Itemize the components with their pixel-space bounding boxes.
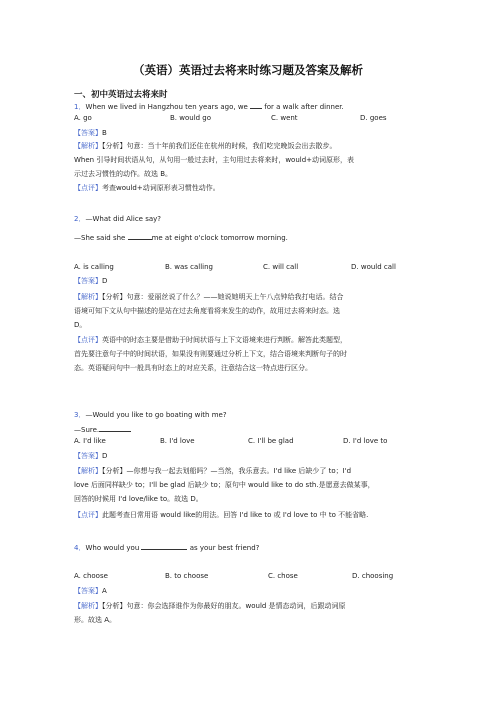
- section-heading: 一、初中英语过去将来时: [74, 90, 168, 100]
- q3-stem-line2: —Sure.: [74, 424, 434, 435]
- q1-option-c: C. went: [271, 114, 298, 122]
- q2-option-b: B. was calling: [165, 263, 213, 271]
- q3-answer: 【答案】D: [74, 452, 108, 460]
- q3-comment: 【点评】此题考查日常用语 would like的用法。回答 I'd like to 或 I'd love to 中 to 不能省略.: [74, 511, 369, 519]
- q4-blank: [141, 542, 187, 550]
- q2-stem: 2．—What did Alice say?: [74, 215, 161, 223]
- q2-comment-line2: 首先要注意句子中的时间状语，如果没有则要通过分析上下文，结合语境来判断句子的时: [74, 350, 347, 358]
- q3-option-b: B. I'd love: [160, 437, 195, 445]
- q3-analysis-line2: love 后面同样缺少 to；I'll be glad 后缺少 to；原句中 would like to do sth.是愿意去做某事，: [74, 481, 375, 489]
- q2-blank: [128, 232, 152, 240]
- q1-answer: 【答案】B: [74, 129, 107, 137]
- q2-stem-line2: —She said she me at eight o'clock tomorrow morning.: [74, 234, 288, 242]
- q2-comment: 【点评】英语中的时态主要是借助于时间状语与上下文语境来进行判断。解答此类题型，: [74, 336, 347, 344]
- q2-analysis-line2: 语境可知下文从句中描述的是站在过去角度看将来发生的动作，故用过去将来时态。选: [74, 307, 340, 315]
- q2-analysis: 【解析】【分析】句意：爱丽丝说了什么？——她说她明天上午八点钟给我打电话。结合: [74, 293, 344, 301]
- document-title: （英语）英语过去将来时练习题及答案及解析: [133, 63, 363, 77]
- q2-option-c: C. will call: [263, 263, 299, 271]
- q1-option-a: A. go: [74, 114, 92, 122]
- q4-option-b: B. to choose: [165, 572, 209, 580]
- q1-analysis-line3: 示过去习惯性的动作。故选 B。: [74, 170, 173, 178]
- q4-option-d: D. choosing: [352, 572, 394, 580]
- q2-number: 2．: [74, 215, 86, 223]
- q1-analysis: 【解析】【分析】句意：当十年前我们还住在杭州的时候，我们吃完晚饭会出去散步。: [74, 142, 337, 150]
- q1-option-d: D. goes: [360, 114, 387, 122]
- q3-analysis-line3: 回答的时候用 I'd love/like to。故选 D。: [74, 495, 203, 503]
- q4-stem: 4．Who would you as your best friend?: [74, 544, 260, 552]
- q1-comment: 【点评】考查would+动词原形表习惯性动作。: [74, 184, 220, 192]
- q4-option-a: A. choose: [74, 572, 108, 580]
- q4-analysis-line2: 形。故选 A。: [74, 616, 117, 624]
- q2-answer: 【答案】D: [74, 277, 108, 285]
- q4-analysis: 【解析】【分析】句意：你会选择谁作为你最好的朋友。would 是情态动词，后跟动词原: [74, 602, 346, 610]
- q2-comment-line3: 态。英语疑问句中一般具有时态上的对应关系，注意结合这一特点进行区分。: [74, 364, 312, 372]
- q4-answer: 【答案】A: [74, 587, 107, 595]
- q3-option-a: A. I'd like: [74, 437, 106, 445]
- q4-option-c: C. chose: [268, 572, 298, 580]
- q2-option-a: A. is calling: [74, 263, 114, 271]
- q3-stem: 3．—Would you like to go boating with me?: [74, 411, 227, 419]
- q3-option-d: D. I'd love to: [343, 437, 388, 445]
- q3-blank: [99, 424, 131, 432]
- q1-number: 1．: [74, 103, 86, 111]
- q3-analysis: 【解析】【分析】—你想与我一起去划船吗？—当然，我乐意去。I'd like 后缺少了 to；I'd: [74, 467, 352, 475]
- q1-stem: 1．When we lived in Hangzhou ten years ago, we for a walk after dinner.: [74, 103, 344, 111]
- q1-blank: [250, 101, 262, 109]
- q3-number: 3．: [74, 411, 86, 419]
- q4-number: 4．: [74, 544, 86, 552]
- q2-analysis-line3: D。: [74, 321, 87, 329]
- q1-option-b: B. would go: [170, 114, 212, 122]
- q3-option-c: C. I'll be glad: [248, 437, 294, 445]
- q2-option-d: D. would call: [351, 263, 396, 271]
- q1-analysis-line2: When 引导时间状语从句，从句用一般过去时，主句用过去将来时，would+动词原形，表: [74, 156, 355, 164]
